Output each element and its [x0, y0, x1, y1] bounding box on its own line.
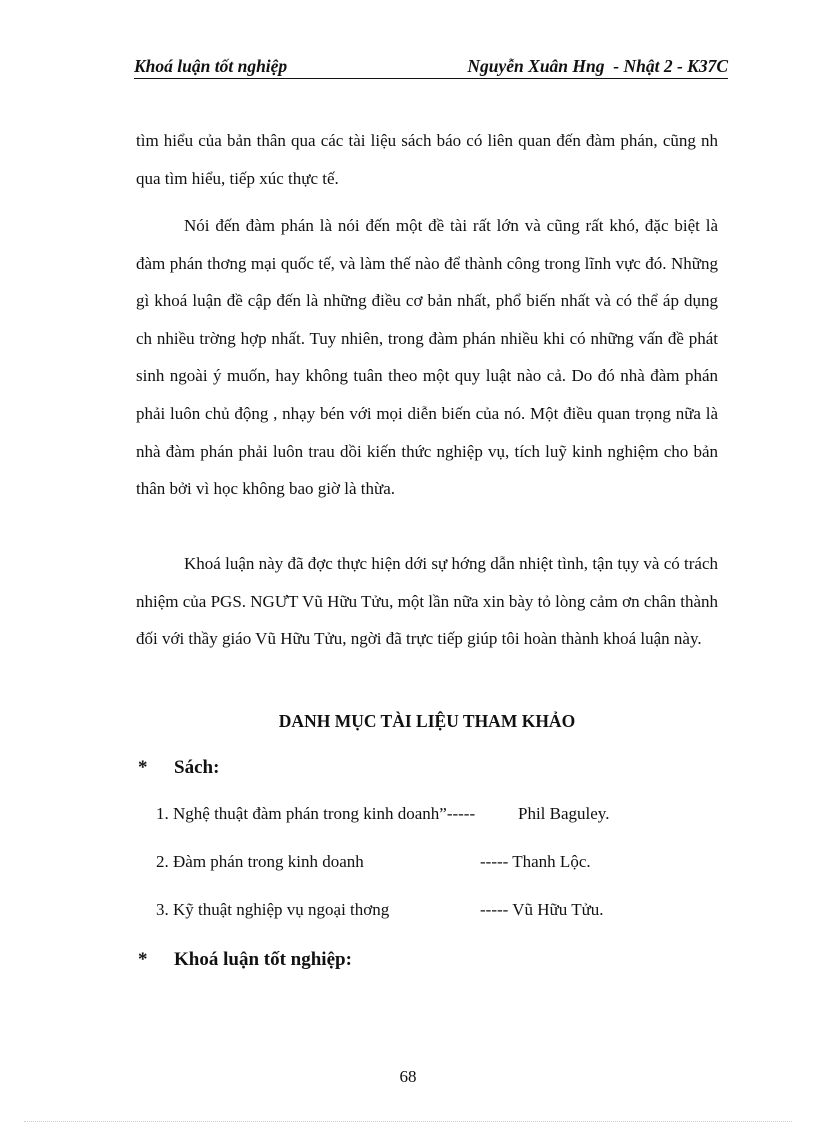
header-document-type: Khoá luận tốt nghiệp [134, 56, 288, 76]
books-section-heading [138, 757, 219, 779]
paragraph-1: tìm hiểu của bản thân qua các tài liệu sách báo có liên quan đến đàm phán, cũng nh qua tìm hiểu, tiếp xúc thực tế. [136, 131, 718, 188]
bullet-star: * [138, 757, 148, 778]
book-author: ----- Vũ Hữu Tửu. [480, 900, 604, 919]
page-bottom-rule [24, 1121, 792, 1122]
list-item [156, 804, 676, 852]
book-title: 1. Nghệ thuật đàm phán trong kinh doanh”----- [156, 804, 476, 823]
paragraph-3: Khoá luận này đã đợc thực hiện dới sự hớng dẫn nhiệt tình, tận tụy và có trách nhiệm của PGS. NGƯT Vũ Hữu Tửu, một lần nữa xin bày tỏ lòng cảm ơn chân thành đối với thầy giáo Vũ Hữu Tửu, ngời đã trực tiếp giúp tôi hoàn thành khoá luận này. [136, 554, 718, 649]
list-item [156, 852, 676, 900]
book-title: 3. Kỹ thuật nghiệp vụ ngoại thơng [156, 900, 390, 919]
page-number: 68 [399, 1067, 417, 1086]
paragraph-2: Nói đến đàm phán là nói đến một đề tài rất lớn và cũng rất khó, đặc biệt là đàm phán thơng mại quốc tế, và làm thế nào để thành công trong lĩnh vực đó. Những gì khoá luận đề cập đến là những điều cơ bản nhất, phổ biến nhất và có thể áp dụng ch nhiều trờng hợp nhất. Tuy nhiên, trong đàm phán nhiều khi có những vấn đề phát sinh ngoài ý muốn, hay không tuân theo một quy luật nào cả. Do đó nhà đàm phán phải luôn chủ động , nhạy bén với mọi diễn biến của nó. Một điều quan trọng nữa là nhà đàm phán phải luôn trau dồi kiến thức nghiệp vụ, tích luỹ kinh nghiệm cho bản thân bởi vì học không bao giờ là thừa. [136, 216, 718, 499]
books-list [156, 804, 676, 948]
list-item [156, 900, 676, 948]
books-heading-label: Sách: [174, 757, 220, 778]
book-author: ----- Thanh Lộc. [480, 852, 591, 871]
bullet-star: * [138, 949, 148, 970]
theses-heading-label: Khoá luận tốt nghiệp: [174, 949, 352, 970]
references-title: DANH MỤC TÀI LIỆU THAM KHẢO [278, 711, 576, 731]
page-header [134, 54, 728, 79]
book-title: 2. Đàm phán trong kinh doanh [156, 852, 364, 871]
theses-section-heading [138, 949, 352, 971]
header-author-class: Nguyễn Xuân Hng - Nhật 2 - K37C [467, 56, 728, 76]
book-author: Phil Baguley. [518, 804, 610, 823]
